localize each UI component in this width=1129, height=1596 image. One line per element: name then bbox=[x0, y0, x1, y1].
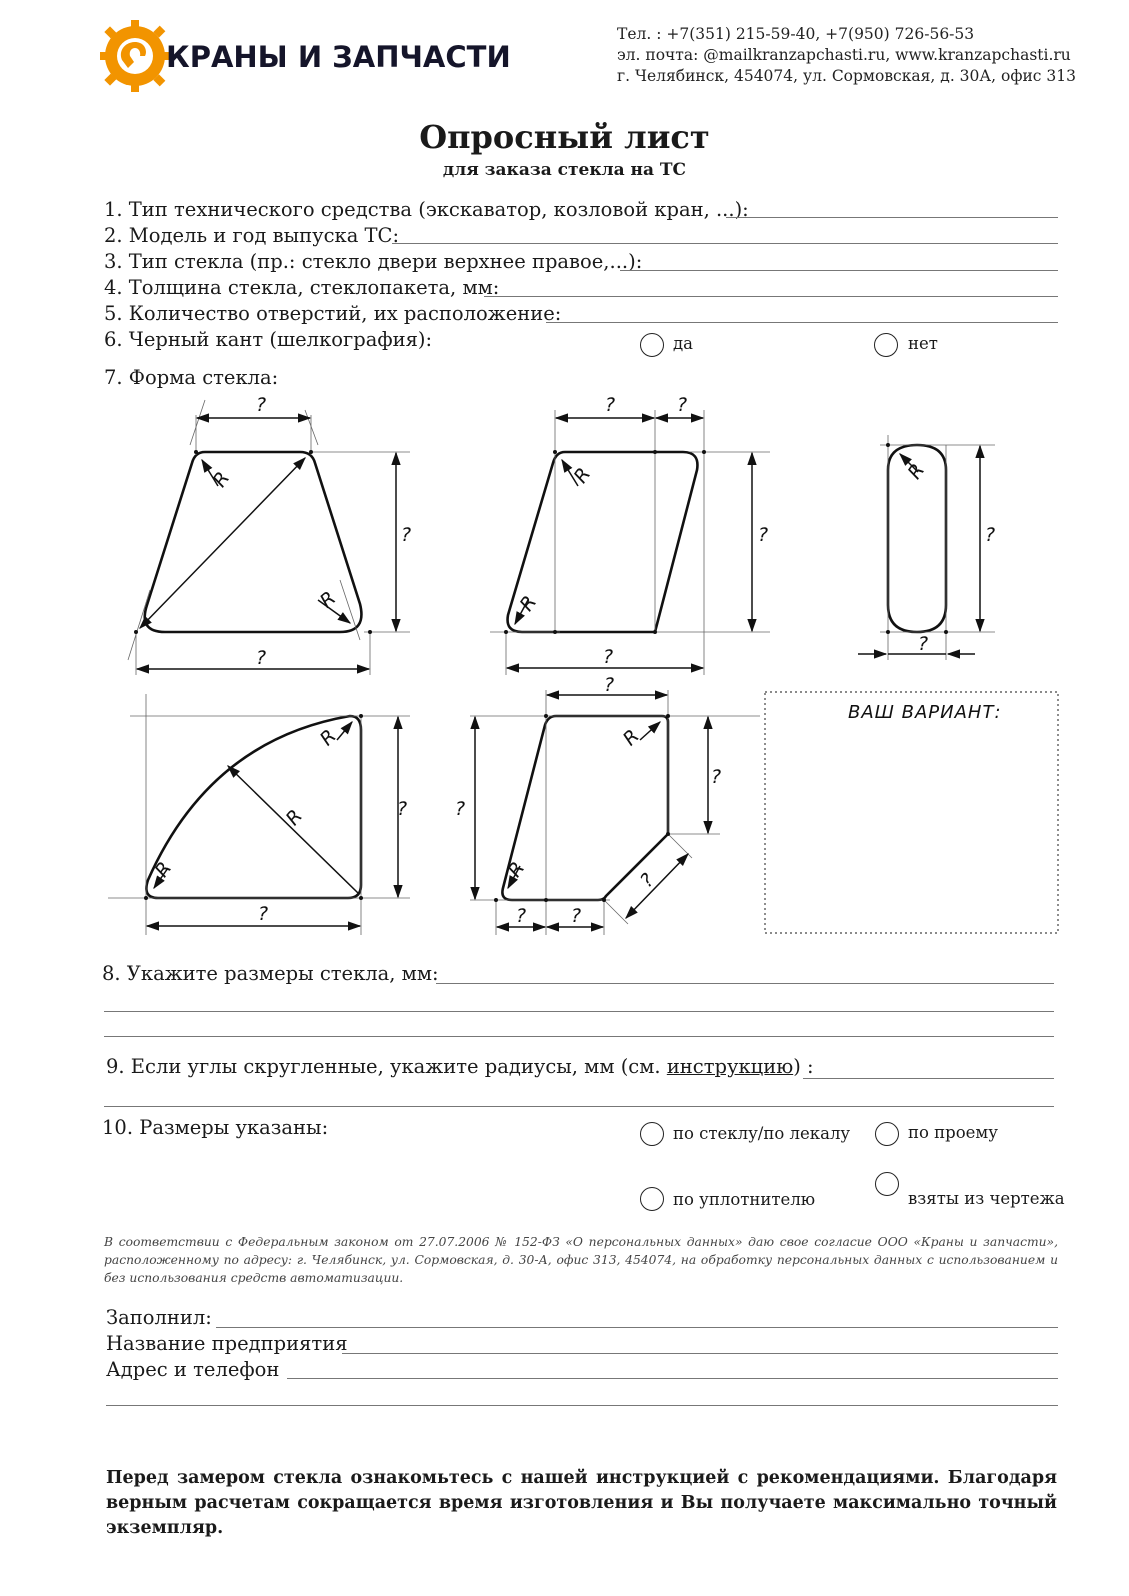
question-2-input[interactable] bbox=[392, 243, 1058, 244]
shape-trapezoid[interactable] bbox=[128, 400, 410, 675]
radio-size-from-drawing-label: взяты из чертежа bbox=[908, 1189, 1065, 1208]
question-9-input-line-2[interactable] bbox=[104, 1106, 1054, 1107]
shape-stadium[interactable] bbox=[858, 435, 995, 660]
radius-label: R bbox=[515, 591, 542, 616]
dim-label: ? bbox=[985, 524, 996, 546]
radius-label: R bbox=[503, 857, 530, 882]
dim-label: ? bbox=[256, 647, 267, 669]
header-email-web: эл. почта: @mailkranzapchasti.ru, www.kranzapchasti.ru bbox=[617, 46, 1071, 64]
radio-size-by-glass[interactable] bbox=[640, 1122, 664, 1146]
radius-label: R bbox=[618, 725, 644, 751]
radio-black-edge-yes[interactable] bbox=[640, 333, 664, 357]
logo-text: КРАНЫ И ЗАПЧАСТИ bbox=[166, 40, 511, 74]
address-phone-input[interactable] bbox=[287, 1378, 1058, 1379]
filled-by-label: Заполнил: bbox=[106, 1306, 212, 1329]
dim-label: ? bbox=[516, 905, 527, 927]
question-5-label: 5. Количество отверстий, их расположение: bbox=[104, 302, 562, 325]
question-8-label: 8. Укажите размеры стекла, мм: bbox=[102, 962, 439, 985]
question-1-input[interactable] bbox=[726, 217, 1058, 218]
shape-cut-corner[interactable] bbox=[470, 690, 760, 935]
question-9-suffix: ) : bbox=[793, 1055, 814, 1078]
radius-label: R bbox=[150, 857, 177, 882]
question-2-label: 2. Модель и год выпуска ТС: bbox=[104, 224, 400, 247]
radius-label: R bbox=[281, 805, 307, 830]
question-7-label: 7. Форма стекла: bbox=[104, 366, 279, 389]
your-variant-box[interactable] bbox=[765, 692, 1058, 933]
question-9-label bbox=[106, 1055, 814, 1078]
filled-by-input[interactable] bbox=[216, 1327, 1058, 1328]
page-title: Опросный лист bbox=[419, 118, 710, 156]
dim-label: ? bbox=[571, 905, 582, 927]
radio-size-by-seal-label: по уплотнителю bbox=[673, 1190, 816, 1209]
dim-label: ? bbox=[635, 869, 659, 893]
logo-gear-icon bbox=[100, 20, 170, 92]
page-subtitle: для заказа стекла на ТС bbox=[442, 160, 687, 180]
header-address: г. Челябинск, 454074, ул. Сормовская, д. 30А, офис 313 bbox=[617, 67, 1076, 85]
dim-label: ? bbox=[401, 524, 412, 546]
dim-label: ? bbox=[603, 646, 614, 668]
shape-quarter-circle[interactable] bbox=[108, 694, 410, 935]
shape-parallelogram[interactable] bbox=[490, 410, 770, 675]
footer-note: Перед замером стекла ознакомьтесь с нашей инструкцией с рекомендациями. Благодаря верным расчетам сокращается время изготовления и Вы получаете максимально точный экземпляр. bbox=[106, 1468, 1057, 1538]
your-variant-label: ВАШ ВАРИАНТ: bbox=[848, 702, 1002, 723]
dim-label: ? bbox=[256, 394, 267, 416]
header-phone: Тел. : +7(351) 215-59-40, +7(950) 726-56-53 bbox=[617, 25, 975, 43]
question-6-label: 6. Черный кант (шелкография): bbox=[104, 328, 433, 351]
company-name-input[interactable] bbox=[342, 1353, 1058, 1354]
radio-size-by-seal[interactable] bbox=[640, 1187, 664, 1211]
radius-label: R bbox=[569, 463, 596, 488]
question-5-input[interactable] bbox=[546, 322, 1058, 323]
question-3-input[interactable] bbox=[620, 270, 1058, 271]
radio-black-edge-yes-label: да bbox=[673, 334, 693, 353]
question-3-label: 3. Тип стекла (пр.: стекло двери верхнее правое,...): bbox=[104, 250, 643, 273]
question-8-input-line-3[interactable] bbox=[104, 1036, 1054, 1037]
radius-label: R bbox=[903, 459, 930, 484]
dim-label: ? bbox=[397, 798, 408, 820]
dim-label: ? bbox=[677, 394, 688, 416]
radius-label: R bbox=[315, 725, 341, 751]
radio-black-edge-no-label: нет bbox=[908, 334, 938, 353]
question-9-input[interactable] bbox=[803, 1078, 1054, 1079]
address-phone-input-line-2[interactable] bbox=[106, 1405, 1058, 1406]
radius-label: R bbox=[208, 467, 235, 492]
question-8-input-line-2[interactable] bbox=[104, 1011, 1054, 1012]
instruction-link[interactable]: инструкцию bbox=[666, 1055, 794, 1078]
dim-label: ? bbox=[711, 766, 722, 788]
glass-shapes-drawing bbox=[0, 385, 1129, 945]
company-logo bbox=[100, 20, 530, 92]
dim-label: ? bbox=[604, 674, 615, 696]
radio-black-edge-no[interactable] bbox=[874, 333, 898, 357]
question-4-label: 4. Толщина стекла, стеклопакета, мм: bbox=[104, 276, 500, 299]
question-4-input[interactable] bbox=[484, 296, 1058, 297]
question-9-prefix: 9. Если углы скругленные, укажите радиусы, мм (см. bbox=[106, 1055, 661, 1078]
company-name-label: Название предприятия bbox=[106, 1332, 348, 1355]
radius-label: R bbox=[315, 587, 341, 613]
dim-label: ? bbox=[918, 633, 929, 655]
radio-size-from-drawing[interactable] bbox=[875, 1172, 899, 1196]
radio-size-by-opening-label: по проему bbox=[908, 1123, 998, 1142]
personal-data-consent: В соответствии с Федеральным законом от 27.07.2006 № 152-ФЗ «О персональных данных» даю свое согласие ООО «Краны и запчасти», расположенному по адресу: г. Челябинск, ул. Сормовская, д. 30-А, офис 313, 454074, на обработку персональных данных с использованием и без использования средств автоматизации. bbox=[104, 1235, 1058, 1285]
question-1-label: 1. Тип технического средства (экскаватор, козловой кран, ...): bbox=[104, 198, 749, 221]
dim-label: ? bbox=[455, 798, 466, 820]
dim-label: ? bbox=[605, 394, 616, 416]
address-phone-label: Адрес и телефон bbox=[106, 1358, 280, 1381]
dim-label: ? bbox=[258, 903, 269, 925]
radio-size-by-opening[interactable] bbox=[875, 1122, 899, 1146]
question-8-input[interactable] bbox=[436, 983, 1054, 984]
radio-size-by-glass-label: по стеклу/по лекалу bbox=[673, 1124, 851, 1143]
dim-label: ? bbox=[758, 524, 769, 546]
question-10-label: 10. Размеры указаны: bbox=[102, 1116, 329, 1139]
